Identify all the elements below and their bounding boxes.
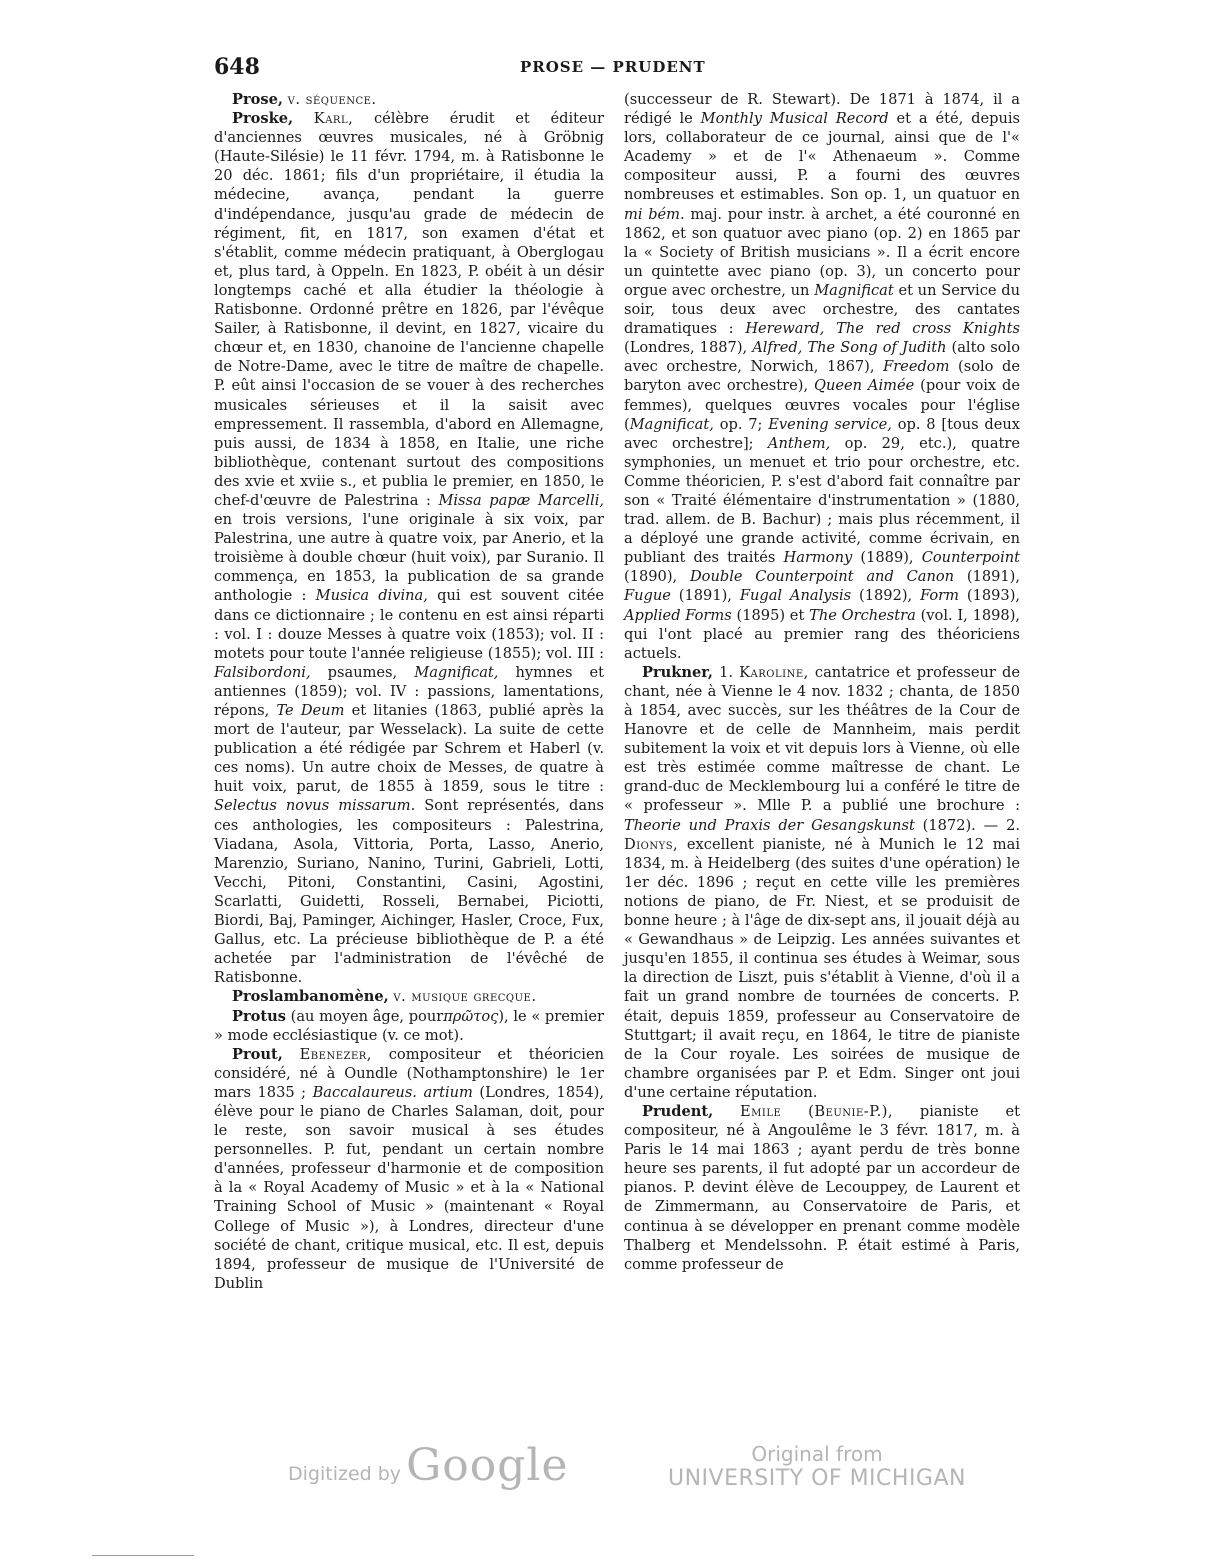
headword-prout: Prout, [232, 1045, 283, 1063]
entry-text: (1893), [966, 587, 1021, 605]
entry-text: qui est souvent citée dans ce dictionnaire ; le contenu en est ainsi réparti : vol. I : douze Messes à quatre voix (1853); vol. II : motets pour toute l'année religieuse (1855); vol. III : [214, 587, 605, 662]
headword-proslambanomene: Proslambanomène, [232, 988, 389, 1006]
forename: Ebenezer, [299, 1045, 372, 1063]
title: Freedom [883, 358, 950, 376]
forename: Karoline, [739, 663, 809, 681]
title: Magnificat, [414, 663, 499, 681]
digitized-by-label: Digitized by [288, 1463, 402, 1485]
title: The Orchestra [809, 606, 916, 624]
title: Fugue [624, 587, 671, 605]
entry-text: ), le « premier » mode ecclésiastique (v. ce mot). [214, 1007, 605, 1044]
title: Musica divina, [315, 587, 428, 605]
title: Te Deum [276, 702, 345, 719]
footer-rule [92, 1555, 194, 1556]
entry-protus [214, 1007, 604, 1045]
title: Harmony [783, 549, 853, 567]
headword-proske: Proske, [232, 110, 294, 128]
entry-text: (1891), [966, 568, 1021, 586]
left-column [214, 90, 604, 1293]
title: Monthly Musical Record [700, 110, 889, 128]
entry-text: (successeur de R. Stewart). De 1871 à 1874, il a rédigé le [624, 91, 1020, 128]
digitized-by-google-watermark [288, 1440, 569, 1491]
title: Magnificat, [629, 415, 714, 433]
title: Alfred, The Song of Judith [752, 339, 947, 357]
forename: Emile [740, 1102, 782, 1120]
entry-prukner [624, 663, 1020, 1102]
entry-text: v. musique grecque. [393, 988, 537, 1006]
entry-text: hymnes et antiennes (1859); vol. IV : passions, lamentations, répons, [214, 663, 605, 719]
entry-text: (1891), [678, 587, 732, 605]
running-head: PROSE — PRUDENT [520, 58, 706, 76]
title: Form [920, 587, 959, 605]
entry-text: (pour voix de femmes), quelques œuvres vocales pour l'église ( [624, 377, 1021, 433]
entry-text: (solo de baryton avec orchestre), [624, 358, 1021, 395]
title: Queen Aimée [814, 377, 915, 395]
entry-text: (Londres, 1887), [624, 339, 748, 357]
entry-text: compositeur et théoricien considéré, né à Oundle (Nothamptonshire) le 1er mars 1835 ; [214, 1045, 605, 1101]
entry-text: en trois versions, l'une originale à six voix, par Palestrina, une autre à quatre voix, par Anerio, et la troisième à double chœur (huit voix), par Suranio. Il commença, en 1853, la publication de sa grande anthologie : [214, 511, 604, 605]
entry-text: op. 29, etc.), quatre symphonies, un menuet et trio pour orchestre, etc. Comme théoricien, P. s'est d'abord fait connaître par son « Traité élémentaire d'instrumentation » (1880, trad. allem. de B. Bachur) ; mais plus récemment, il a déployé une grande activité, comme écrivain, en publiant des traités [624, 434, 1021, 567]
entry-text: op. 8 [tous deux avec orchestre]; [624, 415, 1021, 452]
original-from-label: Original from [751, 1442, 883, 1466]
headword-prose: Prose, [232, 91, 283, 108]
original-from-watermark [668, 1442, 966, 1491]
right-column [624, 90, 1020, 1274]
title: Falsibordoni, [214, 663, 311, 681]
page-number: 648 [214, 54, 260, 80]
entry-text: (1889), [860, 549, 914, 567]
entry-prout [214, 1045, 604, 1293]
entry-text: (1892), [859, 587, 913, 605]
entry-text: (1895) et [736, 606, 805, 624]
institution-name: UNIVERSITY OF MICHIGAN [668, 1466, 966, 1491]
forename: Karl, [313, 110, 354, 128]
google-logo: Google [406, 1440, 569, 1491]
title: Evening service, [768, 415, 892, 433]
title: Anthem, [767, 434, 831, 452]
entry-text: Sont représentés, dans ces anthologies, les compositeurs : Palestrina, Viadana, Asola, Vittoria, Porta, Lasso, Anerio, Marenzio, Suriano, Nanino, Turini, Gabrieli, Lotti, Vecchi, Pitoni, Constantini, Casini, Agostini, Scarlatti, Guidetti, Rosseli, Bernabei, Piciotti, Biordi, Baj, Paminger, Aichinger, Hasler, Croce, Fux, Gallus, etc. La précieuse bibliothèque de P. a été achetée par l'administration de l'évêché de Ratisbonne. [214, 797, 604, 987]
entry-proske [214, 109, 604, 987]
entry-text: et litanies (1863, publié après la mort de l'auteur, par Wesselack). La suite de cette publication a été rédigée par Schrem et Haberl (v. ces noms). Un autre choix de Messes, de quatre à huit voix, parut, de 1855 à 1859, sous le titre : [214, 702, 605, 796]
entry-text: et un Service du soir, tous deux avec orchestre, des cantates dramatiques : [624, 281, 1021, 338]
entry-number: 1. [719, 663, 734, 681]
entry-text: (1872). — [922, 816, 999, 834]
entry-prose [214, 90, 604, 109]
entry-text: (Londres, 1854), élève pour le piano de Charles Salaman, doit, pour le reste, son savoir musical à ses études personnelles. P. fut, pendant un certain nombre d'années, professeur d'harmonie et de composition à la « Royal Academy of Music » et à la « National Training School of Music » (maintenant « Royal College of Music »), à Londres, directeur d'une société de chant, critique musical, etc. Il est, depuis 1894, professeur de musique de l'Université de Dublin [214, 1083, 605, 1292]
title: mi bém. [624, 205, 685, 223]
greek-word: πρῶτος [443, 1007, 499, 1025]
entry-prudent [624, 1102, 1020, 1274]
entry-text: (alto solo avec orchestre, Norwich, 1867), [624, 339, 1020, 376]
entry-text: célèbre érudit et éditeur d'anciennes œuvres musicales, né à Gröbnig (Haute-Silésie) le 11 févr. 1794, m. à Ratisbonne le 20 déc. 1861; fils d'un propriétaire, il étudia la médecine, avança, pendant la guerre d'indépendance, jusqu'au grade de médecin de régiment, fit, en 1817, son examen d'état et s'établit, comme médecin pratiquant, à Oberglogau et, plus tard, à Oppeln. En 1823, P. obéit à un désir longtemps caché et alla étudier la théologie à Ratisbonne. Ordonné prêtre en 1826, par l'évêque Sailer, à Ratisbonne, il devint, en 1827, vicaire du chœur et, en 1830, chanoine de l'ancienne chapelle de Notre-Dame, avec le titre de maître de chapelle. P. eût ainsi l'occasion de se vouer à des recherches musicales sérieuses et il la saisit avec empressement. Il rassembla, d'abord en Allemagne, puis aussi, de 1834 à 1858, en Italie, une riche bibliothèque, contenant surtout des compositions des xvie et xviie s., et publia le premier, en 1850, le chef-d'œuvre de Palestrina : [214, 110, 605, 509]
entry-prout-continued [624, 90, 1020, 663]
headword-protus: Protus [232, 1007, 286, 1025]
headword-prudent: Prudent, [642, 1102, 714, 1120]
entry-text: cantatrice et professeur de chant, née à Vienne le 4 nov. 1832 ; chanta, de 1850 à 1854, avec succès, sur les théâtres de la Cour de Hanovre et de celle de Mannheim, mais perdit subitement la voix et vit depuis lors à Vienne, où elle est très estimée comme maîtresse de chant. Le grand-duc de Mecklembourg lui a conféré le titre de « professeur ». Mlle P. a publié une brochure : [624, 663, 1020, 815]
title: Magnificat [814, 281, 894, 299]
entry-text: v. séquence. [287, 91, 377, 108]
entry-text: (au moyen âge, pour [290, 1007, 444, 1025]
entry-text: (1890), [624, 568, 678, 586]
title: Missa papæ Marcelli, [438, 491, 605, 509]
entry-text: et a été, depuis lors, collaborateur de ce journal, ainsi que de l'« Academy » et de l'« Athenaeum ». Comme compositeur aussi, P. a fourni des œuvres nombreuses et estimables. Son op. 1, un quatuor en [624, 110, 1020, 204]
entry-text: pianiste et compositeur, né à Angoulême le 3 févr. 1817, m. à Paris le 14 mai 1863 ; ayant perdu de très bonne heure ses parents, il fut adopté par un accordeur de pianos. P. devint élève de Lecouppey, de Laurent et de Zimmermann, au Conservatoire de Paris, et continua à se développer en prenant comme modèle Thalberg et Mendelssohn. P. était estimé à Paris, comme professeur de [624, 1102, 1020, 1273]
title: Counterpoint [921, 549, 1021, 567]
entry-text: maj. pour instr. à archet, a été couronné en 1862, et son quatuor avec piano (op. 2) en 1865 par la « Society of British musicians ». Il a écrit encore un quintette avec piano (op. 3), un concerto pour orgue avec orchestre, un [624, 205, 1020, 299]
entry-number: 2. [1006, 816, 1020, 834]
entry-text: psaumes, [327, 663, 398, 681]
entry-text: (vol. I, 1898), qui l'ont placé au premier rang des théoriciens actuels. [624, 606, 1021, 662]
entry-text: excellent pianiste, né à Munich le 12 mai 1834, m. à Heidelberg (des suites d'une opération) le 1er déc. 1896 ; reçut en cette ville les premières notions de piano, de Fr. Niest, et se produisit de bonne heure ; à l'âge de dix-sept ans, il jouait déjà au « Gewandhaus » de Leipzig. Les années suivantes et jusqu'en 1855, il continua ses études à Weimar, sous la direction de Liszt, puis s'établit à Vienne, d'où il a fait un grand nombre de tournées de concerts. P. était, depuis 1859, professeur au Conservatoire de Stuttgart; il avait reçu, en 1864, le titre de pianiste de la Cour royale. Les soirées de musique de chambre organisées par P. et Edm. Singer ont joui d'une certaine réputation. [624, 835, 1021, 1101]
title: Hereward, The red cross Knights [745, 320, 1020, 338]
title: Applied Forms [624, 606, 732, 624]
entry-proslambanomene [214, 987, 604, 1006]
title: Selectus novus missarum. [214, 797, 416, 815]
title: Double Counterpoint and Canon [689, 568, 955, 586]
title: Theorie und Praxis der Gesangskunst [624, 816, 915, 834]
entry-text: op. 7; [719, 415, 763, 433]
headword-prukner: Prukner, [642, 663, 713, 681]
title: Baccalaureus. artium [312, 1083, 473, 1101]
title: Fugal Analysis [739, 587, 852, 605]
forename: Dionys, [624, 835, 679, 853]
alias: (Beunie-P.), [808, 1102, 894, 1120]
